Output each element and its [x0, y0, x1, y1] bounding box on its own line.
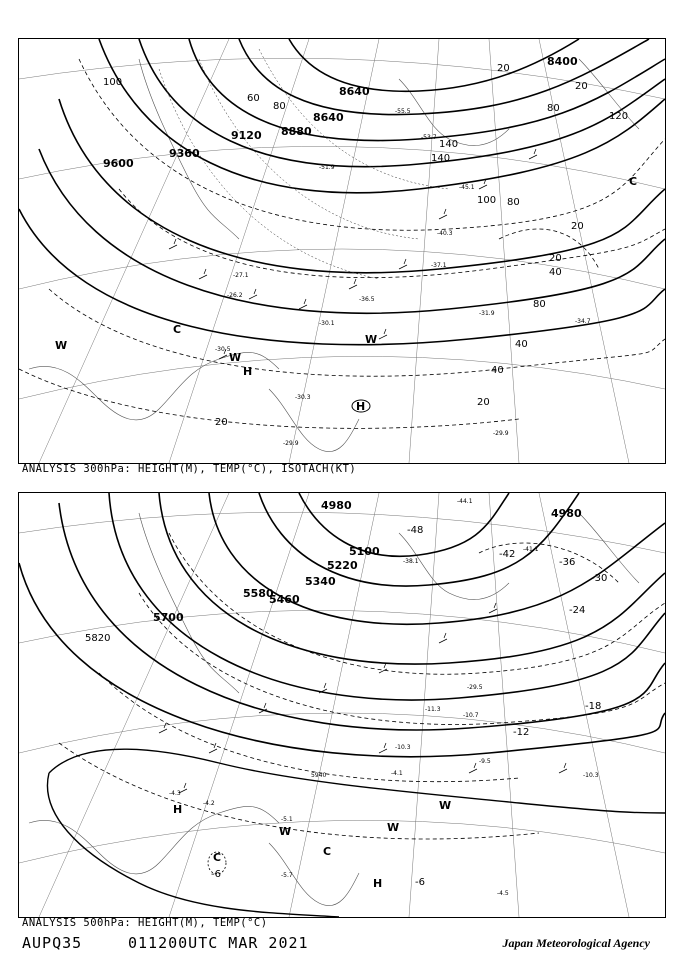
temp-value: -5.7	[281, 872, 293, 879]
temp-value: -4.2	[203, 800, 215, 807]
temp-value: -30.1	[319, 320, 335, 327]
isotach-label: 80	[507, 197, 520, 208]
temp-value: -38.1	[403, 558, 419, 565]
isotach-label: 20	[215, 417, 228, 428]
isotach-label: 140	[439, 139, 459, 150]
warm-center-symbol: W	[55, 339, 68, 352]
isotherm-label: -12	[513, 727, 530, 738]
isotherm-label: -6	[415, 877, 425, 888]
temp-value: -30.3	[295, 394, 311, 401]
temp-value: -10.7	[463, 712, 479, 719]
temp-value: -11.3	[425, 706, 441, 713]
temp-value: -4.5	[497, 890, 509, 897]
isotach-label: 80	[273, 101, 286, 112]
isotherm-label: -24	[569, 605, 586, 616]
isotach-label: 140	[431, 153, 451, 164]
warm-center-symbol: W	[229, 351, 242, 364]
height-label: 4980	[321, 499, 352, 512]
isotach-label: 20	[571, 221, 584, 232]
height-label: 8400	[547, 55, 578, 68]
isotherm-label: -42	[499, 549, 516, 560]
height-contour-south	[47, 749, 665, 917]
temp-value: -36.5	[359, 296, 375, 303]
temp-value: -41.1	[523, 546, 539, 553]
temp-value: -55.5	[395, 108, 411, 115]
high-pressure-symbol: H	[373, 877, 383, 890]
isotach-label: 40	[515, 339, 528, 350]
warm-center-symbol: W	[387, 821, 400, 834]
warm-center-symbol: W	[439, 799, 452, 812]
analysis-500hpa-map	[18, 492, 666, 918]
temp-value: -37.1	[431, 262, 447, 269]
agency-name: Japan Meteorological Agency	[502, 936, 650, 950]
height-label: 5460	[269, 593, 300, 606]
temp-value: -29.9	[283, 440, 299, 447]
temp-value: -30.5	[215, 346, 231, 353]
height-label: 5340	[305, 575, 336, 588]
analysis-300hpa-map	[18, 38, 666, 464]
temp-value: -26.2	[227, 292, 243, 299]
height-label: 9120	[231, 129, 262, 142]
isotach-label: 40	[491, 365, 504, 376]
temp-value: -51.9	[319, 164, 335, 171]
warm-center-symbol: W	[279, 825, 292, 838]
temp-value: -9.5	[479, 758, 491, 765]
height-label: 5940	[311, 772, 327, 779]
height-label: 9600	[103, 157, 134, 170]
temp-value: -53.7	[421, 134, 437, 141]
isotach-label: 80	[547, 103, 560, 114]
temp-value: -31.9	[479, 310, 495, 317]
isotherms	[159, 49, 449, 279]
cold-center-symbol: C	[213, 851, 222, 864]
temp-value: -10.3	[395, 744, 411, 751]
height-label: 4980	[551, 507, 582, 520]
high-pressure-symbol: H	[173, 803, 183, 816]
chart-id: AUPQ35	[22, 934, 83, 952]
isotherm-label: -18	[585, 701, 602, 712]
temp-value: -4.3	[169, 790, 181, 797]
isotach-label: 20	[497, 63, 510, 74]
temp-value: -29.9	[493, 430, 509, 437]
isotherm-label: -36	[559, 557, 576, 568]
isotherms	[59, 533, 665, 839]
height-label: 5580	[243, 587, 274, 600]
isotherm-label: -6	[211, 869, 221, 880]
temp-value: -45.1	[459, 184, 475, 191]
height-label: 9360	[169, 147, 200, 160]
cold-center-symbol: C	[173, 323, 182, 336]
map-300hpa-svg	[19, 39, 665, 463]
isotherm-label: -30	[591, 573, 608, 584]
temp-value: -4.1	[391, 770, 403, 777]
isotach-label: 40	[549, 267, 562, 278]
height-label: 8640	[313, 111, 344, 124]
temp-value: -29.5	[467, 684, 483, 691]
cold-center-symbol: C	[629, 175, 638, 188]
isotach-label: 20	[477, 397, 490, 408]
isotach-label: 120	[609, 111, 629, 122]
graticule	[19, 39, 665, 463]
height-label: 8880	[281, 125, 312, 138]
height-label: 5820	[85, 633, 111, 644]
temp-value: -27.1	[233, 272, 249, 279]
map-500hpa-svg	[19, 493, 665, 917]
temp-value: -10.3	[583, 772, 599, 779]
high-pressure-symbol: H	[356, 400, 366, 413]
isotach-label: 100	[103, 77, 123, 88]
temp-value: -40.3	[437, 230, 453, 237]
cold-center-symbol: C	[323, 845, 332, 858]
height-label: 5100	[349, 545, 380, 558]
height-label: 5700	[153, 611, 184, 624]
valid-time: 011200UTC MAR 2021	[128, 934, 309, 952]
high-pressure-symbol: H	[243, 365, 253, 378]
isotach-label: 100	[477, 195, 497, 206]
temp-value: -5.1	[281, 816, 293, 823]
warm-center-symbol: W	[365, 333, 378, 346]
isotach-label: 20	[549, 253, 562, 264]
temp-value: -44.1	[457, 498, 473, 505]
height-label: 8640	[339, 85, 370, 98]
temp-value: -34.7	[575, 318, 591, 325]
top-panel-caption: ANALYSIS 300hPa: HEIGHT(M), TEMP(°C), ISOTACH(KT)	[22, 463, 357, 475]
isotach-label: 80	[533, 299, 546, 310]
isotach-label: 60	[247, 93, 260, 104]
isotherm-label: -48	[407, 525, 424, 536]
isotach-label: 20	[575, 81, 588, 92]
bottom-panel-caption: ANALYSIS 500hPa: HEIGHT(M), TEMP(°C)	[22, 917, 268, 929]
height-label: 5220	[327, 559, 358, 572]
